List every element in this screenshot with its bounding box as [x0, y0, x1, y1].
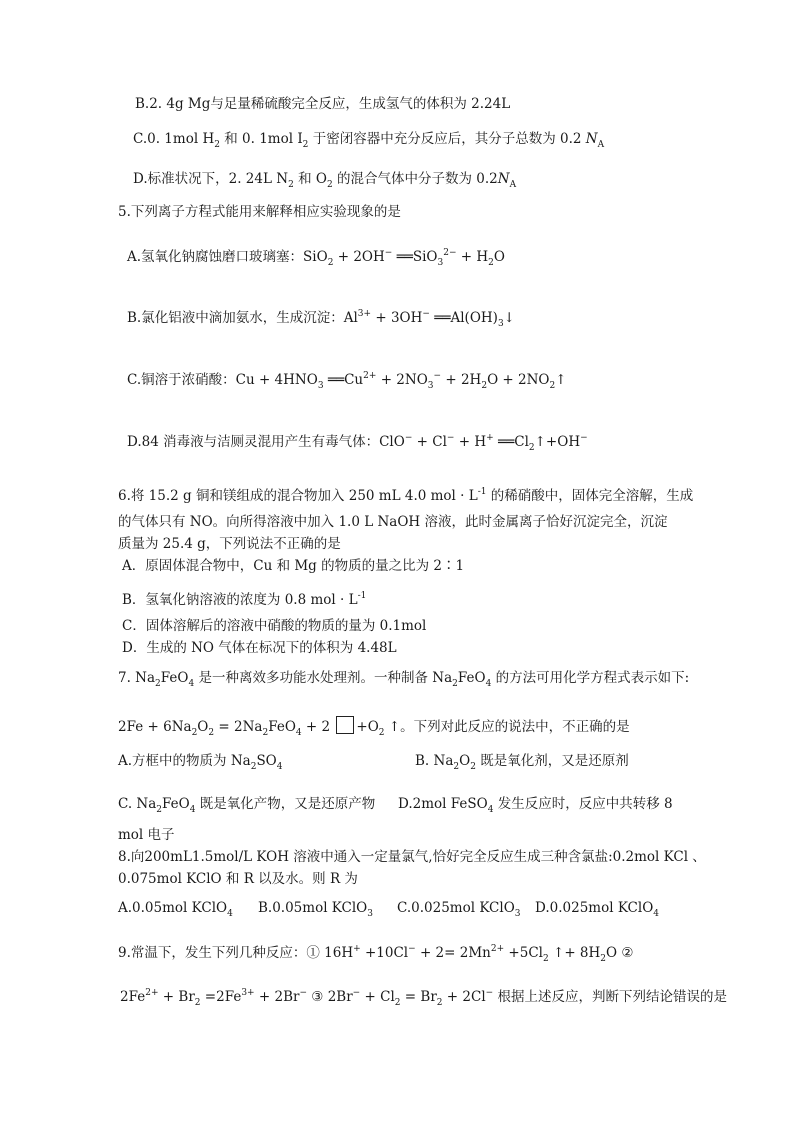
q4-option-d: D.标准状况下，2. 24L $N_2$ 和 $O_2$ 的混合气体中分子数为 $0.2N_A$: [133, 171, 517, 190]
q6-option-d: D．生成的 NO 气体在标况下的体积为 4.48L: [122, 640, 397, 656]
q6-option-c: C．固体溶解后的溶液中硝酸的物质的量为 0.1mol: [122, 618, 427, 634]
q7-option-b: B. $Na_2O_2$ 既是氧化剂，又是还原剂: [415, 753, 629, 772]
q4-option-b: B.2. 4g Mg与足量稀硫酸完全反应，生成氢气的体积为 2.24L: [135, 96, 511, 112]
q7-stem: 7. $Na_2FeO_4$ 是一种离效多功能水处理剂。一种制备 $Na_2FeO_4$ 的方法可用化学方程式表示如下:: [118, 670, 690, 689]
q8-option-d: D.0.025mol KClO$_4$: [535, 900, 659, 919]
q8-option-b: B.0.05mol KClO$_3$: [258, 900, 373, 919]
q8-stem-line-1: 8.向200mL1.5mol/L KOH 溶液中通入一定量氯气,恰好完全反应生成三种含氯盐:0.2mol KCl 、: [118, 849, 706, 865]
q8-option-c: C.0.025mol KClO$_3$: [397, 900, 521, 919]
q7-option-c: C. $Na_2FeO_4$ 既是氧化产物，又是还原产物: [118, 796, 376, 815]
q7-option-d-cont: mol 电子: [118, 827, 175, 843]
q5-option-d: D.84 消毒液与洁厕灵混用产生有毒气体：ClO− + Cl− + H+ $══Cl_2↑+OH^-$: [127, 433, 588, 453]
q9-stem-line-2: $2Fe^{2+} + Br_2 =2Fe^{3+} + 2Br^-$ ③ $2Br^- + Cl_2 = Br_2 + 2Cl^-$ 根据上述反应，判断下列结论错误的是: [120, 988, 727, 1008]
q4-option-c: C.0. 1mol $H_2$ 和 0. 1mol $I_2$ 于密闭容器中充分反应后，其分子总数为 0.2 $N_A$: [133, 131, 605, 150]
q6-option-b: B．氢氧化钠溶液的浓度为 0.8 mol · $L^{-1}$: [122, 591, 367, 608]
q7-option-d: D.2mol FeSO$_4$ 发生反应时，反应中共转移 8: [398, 796, 673, 815]
q6-stem-line-1: 6.将 15.2 g 铜和镁组成的混合物加入 250 mL 4.0 mol · $L^{-1}$ 的稀硝酸中，固体完全溶解，生成: [118, 487, 694, 504]
q6-option-a: A．原固体混合物中，Cu 和 Mg 的物质的量之比为 2∶1: [122, 558, 465, 574]
q6-stem-line-2: 的气体只有 NO。向所得溶液中加入 1.0 L NaOH 溶液，此时金属离子恰好沉淀完全，沉淀: [118, 514, 668, 530]
q8-option-a: A.0.05mol KClO$_4$: [118, 900, 233, 919]
q5-stem: 5.下列离子方程式能用来解释相应实验现象的是: [118, 204, 401, 220]
q5-option-b: B.氯化铝液中滴加氨水，生成沉淀：$Al^{3+} + 3OH^-$ $══Al(OH)_3↓$: [127, 309, 515, 329]
q7-option-a: A.方框中的物质为 $Na_2SO_4$: [118, 753, 283, 772]
q7-equation: $2Fe + 6Na_2O_2 = 2Na_2FeO_4 + 2 +O_2$ ↑。下列对此反应的说法中，不正确的是: [118, 716, 630, 742]
q5-option-c: C.铜溶于浓硝酸：$Cu + 4HNO_3$ $══Cu^{2+} + 2NO_3^- + 2H_2O$ + $2NO_2↑$: [127, 371, 567, 391]
q9-stem-line-1: 9.常温下，发生下列几种反应：① $16H^+ +10Cl^- + 2= 2Mn^{2+} +5Cl_2$ ↑+ $8H_2O$ ②: [118, 944, 634, 964]
q8-stem-line-2: 0.075mol KClO 和 R 以及水。则 R 为: [118, 871, 358, 887]
blank-box: [336, 716, 354, 734]
q5-option-a: A.氢氧化钠腐蚀磨口玻璃塞：SiO$_2$ + 2OH− ══SiO$_3^{2-}$ + $H_2O$: [127, 248, 505, 268]
q6-stem-line-3: 质量为 25.4 g，下列说法不正确的是: [118, 536, 341, 552]
